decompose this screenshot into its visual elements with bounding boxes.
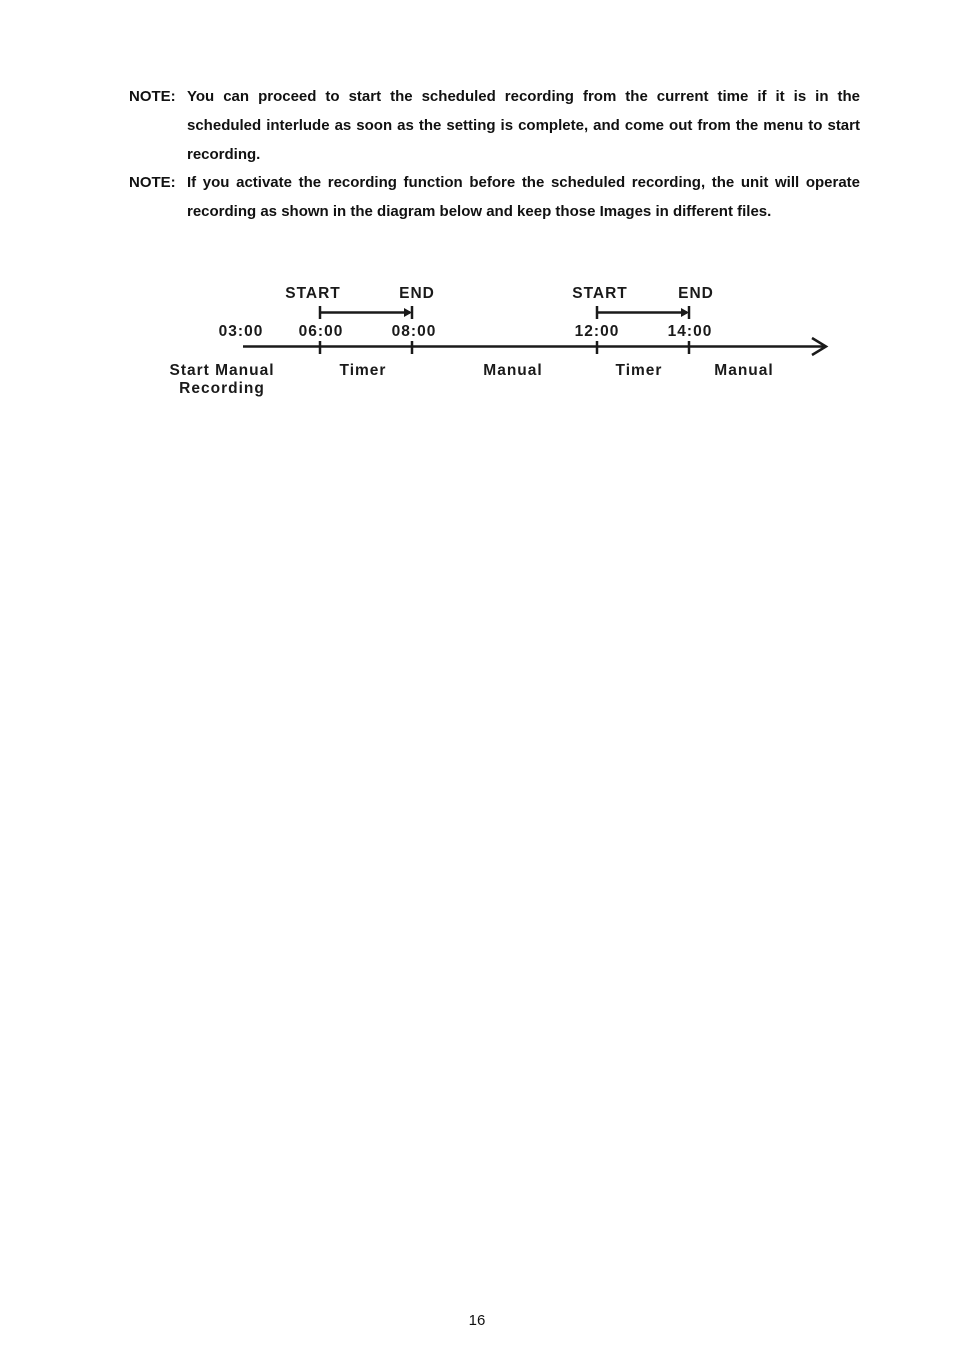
- schedule-start-label: START: [285, 285, 341, 302]
- segment-label-timer: Timer: [615, 362, 663, 379]
- schedule-bracket-1: [320, 306, 412, 319]
- note-label: NOTE:: [129, 88, 176, 105]
- note-label: NOTE:: [129, 174, 176, 191]
- schedule-end-label: END: [399, 285, 435, 302]
- schedule-bracket-2: [597, 306, 689, 319]
- segment-label-start-manual: Start Manual: [169, 362, 275, 379]
- time-label: 14:00: [667, 323, 713, 340]
- segment-label-timer: Timer: [339, 362, 387, 379]
- segment-label-start-manual-line2: Recording: [179, 380, 265, 397]
- page-number: 16: [468, 1312, 486, 1329]
- segment-label-manual: Manual: [714, 362, 774, 379]
- time-label: 03:00: [218, 323, 264, 340]
- schedule-end-label: END: [678, 285, 714, 302]
- time-label: 12:00: [574, 323, 620, 340]
- time-label: 06:00: [298, 323, 344, 340]
- segment-label-manual: Manual: [483, 362, 543, 379]
- recording-timeline-diagram: [0, 0, 954, 420]
- schedule-start-label: START: [572, 285, 628, 302]
- time-label: 08:00: [391, 323, 437, 340]
- note-text: If you activate the recording function before the scheduled recording, the unit will operate recording as shown in the diagram below and keep those Images in different files.: [187, 174, 860, 220]
- note-text: You can proceed to start the scheduled recording from the current time if it is in the scheduled interlude as soon as the setting is complete, and come out from the menu to start recording.: [187, 88, 860, 163]
